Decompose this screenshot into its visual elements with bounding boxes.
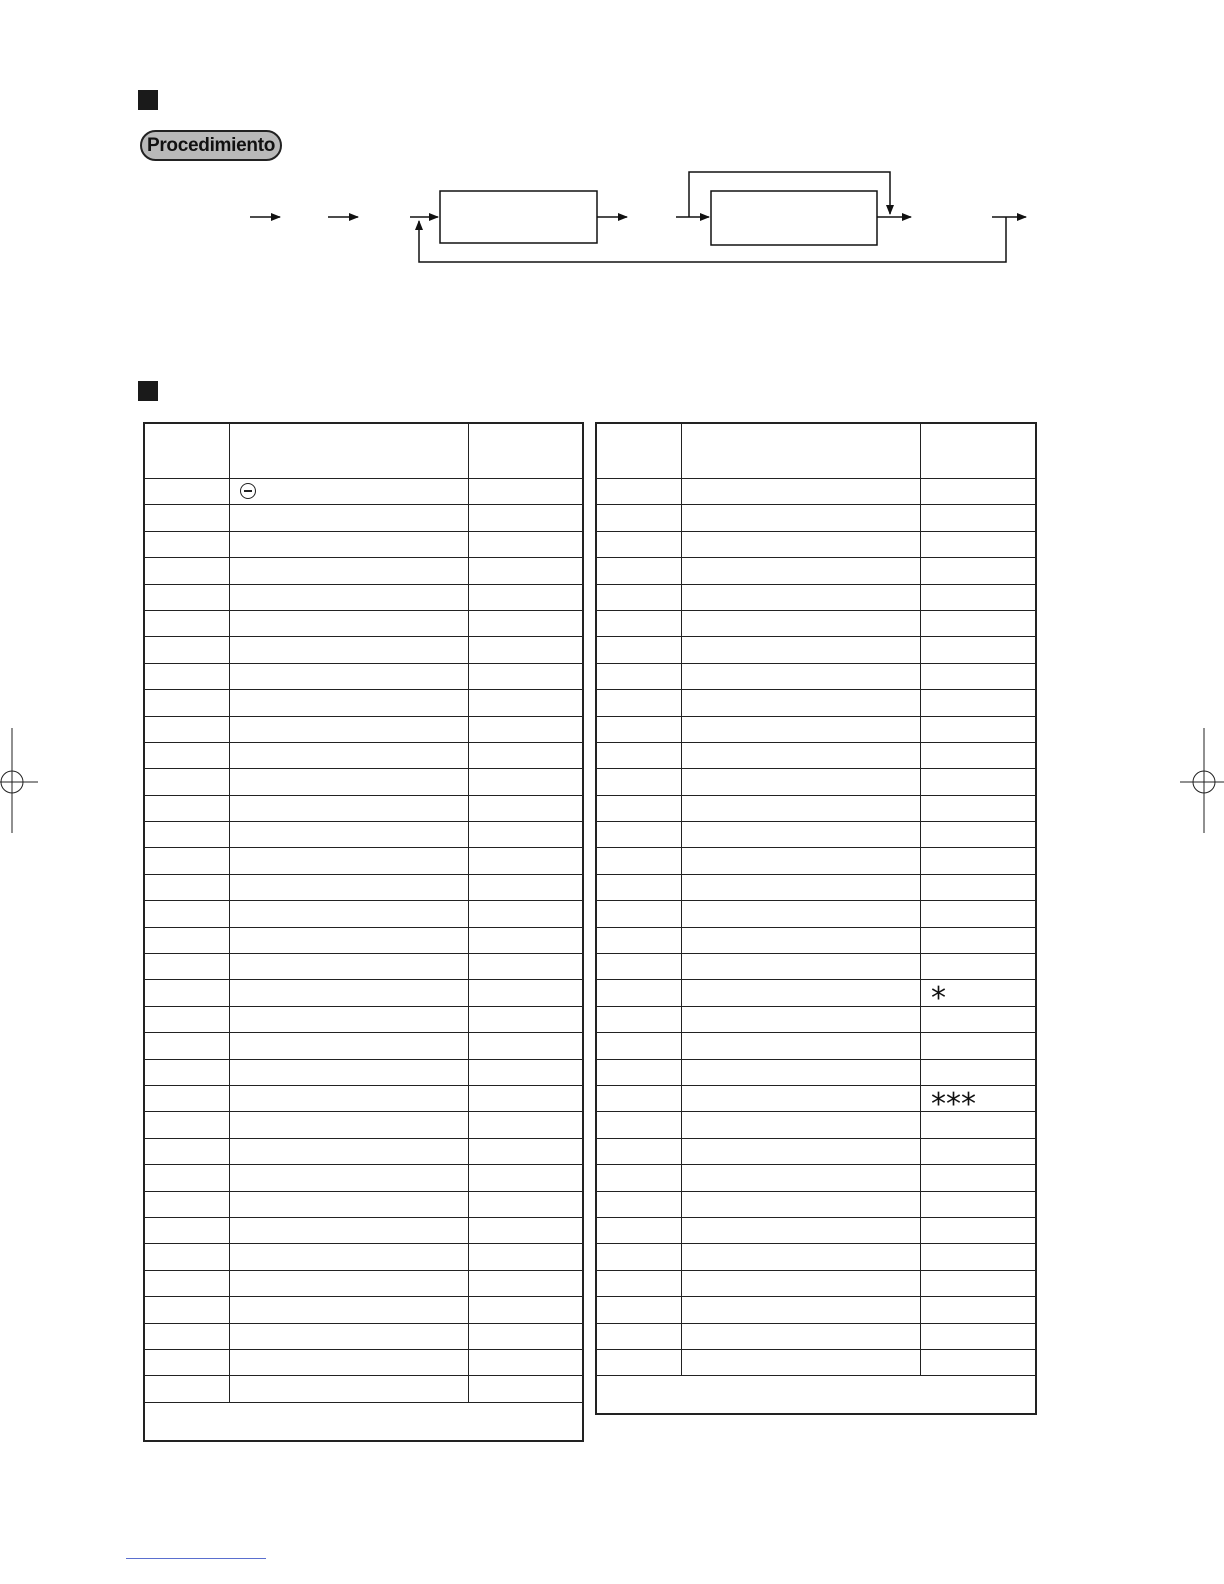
table-cell [230,558,469,584]
table-cell [682,558,921,584]
table-cell [921,769,1037,795]
table-cell [469,1244,584,1270]
table-cell [230,1006,469,1032]
table-cell [597,822,682,848]
table-row [597,531,1037,557]
table-cell [230,769,469,795]
table-cell [469,769,584,795]
table-row [597,663,1037,689]
table-cell [145,1376,230,1402]
table-cell [682,1244,921,1270]
table-row [145,1323,584,1349]
table-cell [597,1297,682,1323]
table-row [145,1217,584,1243]
table-row [145,1244,584,1270]
table-cell [597,1138,682,1164]
table-row [597,1349,1037,1375]
table-cell [145,690,230,716]
table-cell [921,822,1037,848]
table-cell [597,1217,682,1243]
table-cell [230,663,469,689]
table-cell [597,505,682,531]
table-cell [921,690,1037,716]
table-cell [230,1165,469,1191]
table-cell [469,1006,584,1032]
table-row [145,558,584,584]
table-cell [230,848,469,874]
procedure-flow-diagram [0,0,1224,300]
table-cell [921,901,1037,927]
table-cell [597,742,682,768]
table-row [145,1191,584,1217]
table-cell [682,1297,921,1323]
table-cell [921,531,1037,557]
table-row [145,1270,584,1296]
table-cell [597,927,682,953]
table-cell [597,716,682,742]
table-row [145,637,584,663]
table-row [145,479,584,505]
table-cell [145,742,230,768]
left-table-header-cell [469,424,584,479]
table-cell [230,1138,469,1164]
table-row [597,1006,1037,1032]
table-row [597,901,1037,927]
table-row [145,795,584,821]
table-cell [682,479,921,505]
table-cell [230,1059,469,1085]
table-cell [145,1138,230,1164]
table-row [145,954,584,980]
table-cell [597,558,682,584]
table-cell [682,1349,921,1375]
table-row [145,1033,584,1059]
table-cell [597,901,682,927]
table-cell [145,1244,230,1270]
table-cell [597,663,682,689]
flow-loop-top [689,172,890,217]
table-cell [682,848,921,874]
right-table [596,423,1037,1376]
flow-box-1 [440,191,597,243]
table-row [145,505,584,531]
table-cell [145,663,230,689]
table-cell [921,1033,1037,1059]
table-cell [145,558,230,584]
table-cell [469,1270,584,1296]
table-cell [469,795,584,821]
table-cell [469,1085,584,1111]
right-table-header-cell [682,424,921,479]
table-cell [145,874,230,900]
table-cell [230,742,469,768]
table-cell [145,716,230,742]
table-cell [469,980,584,1006]
asterisk-marker: *** [931,1086,976,1122]
table-cell [230,1270,469,1296]
table-cell [469,531,584,557]
table-cell [921,1217,1037,1243]
table-cell [230,954,469,980]
table-row [145,1059,584,1085]
table-cell [469,1323,584,1349]
table-cell [469,874,584,900]
table-row [597,610,1037,636]
table-row [597,716,1037,742]
table-cell [230,1085,469,1111]
table-cell [469,479,584,505]
table-cell [469,822,584,848]
table-row [145,742,584,768]
table-cell [921,610,1037,636]
table-row [597,584,1037,610]
table-cell [469,927,584,953]
table-cell [682,637,921,663]
table-row [597,795,1037,821]
table-cell [682,1165,921,1191]
table-cell [921,479,1037,505]
table-row [597,769,1037,795]
table-cell [682,584,921,610]
table-cell [921,716,1037,742]
table-row [145,1138,584,1164]
table-cell [921,1323,1037,1349]
table-cell [230,505,469,531]
table-row [145,1112,584,1138]
left-table [144,423,584,1403]
left-table-header-cell [230,424,469,479]
table-cell [469,1297,584,1323]
table-cell [682,1112,921,1138]
table-cell [921,558,1037,584]
table-cell [597,584,682,610]
table-row [597,1323,1037,1349]
table-cell [921,742,1037,768]
table-cell [597,1244,682,1270]
table-row [597,1165,1037,1191]
table-cell [597,1165,682,1191]
table-cell [469,1376,584,1402]
table-cell [682,742,921,768]
table-cell [682,690,921,716]
table-cell [230,690,469,716]
table-row [145,716,584,742]
table-cell [597,1349,682,1375]
asterisk-marker: * [931,981,946,1017]
table-row [597,1191,1037,1217]
table-row [597,479,1037,505]
registration-mark-right [1180,728,1224,838]
table-cell [469,716,584,742]
table-cell [597,1270,682,1296]
table-cell [230,531,469,557]
table-cell [469,954,584,980]
table-cell [145,1059,230,1085]
table-cell [230,1112,469,1138]
table-cell [682,954,921,980]
table-row [145,531,584,557]
table-cell [921,980,1037,1017]
table-row [597,1059,1037,1085]
table-cell [682,1323,921,1349]
table-cell [230,1323,469,1349]
footer-rule [126,1558,266,1559]
table-cell [145,1270,230,1296]
table-cell [921,1059,1037,1085]
table-cell [469,1217,584,1243]
table-cell [469,558,584,584]
table-cell [597,531,682,557]
table-row [145,874,584,900]
table-cell [145,1006,230,1032]
table-cell [921,848,1037,874]
table-row [145,1297,584,1323]
table-cell [921,1244,1037,1270]
table-cell [145,479,230,505]
table-row [145,901,584,927]
table-cell [597,610,682,636]
table-cell [921,663,1037,689]
table-cell [682,1191,921,1217]
table-cell [682,1059,921,1085]
table-cell [230,584,469,610]
left-table-header-row [145,424,584,479]
table-cell [469,848,584,874]
table-cell [145,1217,230,1243]
table-row [145,1165,584,1191]
table-cell [921,1297,1037,1323]
table-cell [469,1033,584,1059]
table-cell [230,1297,469,1323]
table-cell [597,1112,682,1138]
table-row [597,558,1037,584]
table-row [597,1085,1037,1111]
table-cell [469,901,584,927]
table-cell [597,479,682,505]
table-cell [230,610,469,636]
table-row [145,584,584,610]
table-cell [597,637,682,663]
table-cell [597,795,682,821]
table-row [145,927,584,953]
table-cell [682,901,921,927]
left-table-header-cell [145,424,230,479]
table-cell [230,637,469,663]
table-cell [682,505,921,531]
table-cell [145,1191,230,1217]
table-cell [682,1138,921,1164]
table-row [597,1270,1037,1296]
table-cell [145,822,230,848]
table-cell [469,1112,584,1138]
table-row [597,874,1037,900]
table-cell [682,874,921,900]
table-row [597,1244,1037,1270]
table-cell [230,822,469,848]
table-cell [682,822,921,848]
right-table-header-cell [597,424,682,479]
table-cell [145,901,230,927]
table-cell [921,795,1037,821]
table-row [597,954,1037,980]
table-cell [230,1349,469,1375]
table-cell [230,795,469,821]
table-cell [597,1191,682,1217]
table-row [597,505,1037,531]
table-row [597,822,1037,848]
table-cell [145,1297,230,1323]
table-cell [145,795,230,821]
table-row [145,1085,584,1111]
section-marker-2 [138,381,158,401]
table-row [597,742,1037,768]
table-cell [597,980,682,1006]
table-cell [921,874,1037,900]
table-row [597,690,1037,716]
table-cell [682,1085,921,1111]
table-cell [682,1217,921,1243]
table-cell [469,610,584,636]
table-cell [145,1165,230,1191]
table-row [145,610,584,636]
table-row [597,1297,1037,1323]
table-row [145,1006,584,1032]
table-cell [921,1165,1037,1191]
table-cell [230,1217,469,1243]
table-cell [682,769,921,795]
table-cell [597,1059,682,1085]
table-row [145,1376,584,1402]
table-row [145,1349,584,1375]
table-cell [145,848,230,874]
table-cell [682,1006,921,1032]
table-cell [145,954,230,980]
table-cell [230,927,469,953]
flow-box-2 [711,191,877,245]
table-cell [230,901,469,927]
table-cell [230,1191,469,1217]
table-cell [921,1085,1037,1122]
table-cell [597,769,682,795]
table-cell [469,637,584,663]
table-cell [145,1112,230,1138]
procedure-label: Procedimiento [140,130,282,161]
flow-loop-bottom [419,217,1006,262]
table-cell [469,742,584,768]
table-cell [469,584,584,610]
table-row [145,690,584,716]
table-cell [145,505,230,531]
table-cell [145,769,230,795]
table-cell [230,716,469,742]
table-row [145,848,584,874]
table-cell [921,1349,1037,1375]
table-cell [921,505,1037,531]
table-cell [921,954,1037,980]
table-row [145,769,584,795]
table-cell [230,980,469,1006]
table-row [597,1217,1037,1243]
table-row [597,1033,1037,1059]
table-cell [682,663,921,689]
table-cell [469,663,584,689]
table-cell [597,954,682,980]
table-cell [230,1244,469,1270]
minus-circle-icon [240,483,256,499]
table-cell [597,848,682,874]
table-cell [921,1191,1037,1217]
table-cell [469,505,584,531]
table-cell [145,927,230,953]
table-cell [145,584,230,610]
table-cell [469,1191,584,1217]
table-cell [230,1033,469,1059]
table-cell [469,1138,584,1164]
table-row [145,822,584,848]
right-table-header-cell [921,424,1037,479]
table-row [145,980,584,1006]
table-cell [682,716,921,742]
table-cell [597,1033,682,1059]
table-cell [921,927,1037,953]
table-row [145,663,584,689]
table-cell [145,531,230,557]
table-cell [921,584,1037,610]
table-cell [682,531,921,557]
table-row [597,927,1037,953]
table-cell [597,1006,682,1032]
table-cell [145,1349,230,1375]
right-table-header-row [597,424,1037,479]
table-cell [682,927,921,953]
table-cell [682,795,921,821]
table-cell [682,980,921,1006]
table-cell [145,1033,230,1059]
table-row [597,980,1037,1006]
table-cell [145,610,230,636]
table-cell [921,637,1037,663]
table-cell [230,874,469,900]
table-cell [921,1270,1037,1296]
table-cell [230,479,469,505]
table-cell [682,610,921,636]
table-cell [597,1323,682,1349]
table-cell [469,690,584,716]
table-cell [145,637,230,663]
table-cell [597,874,682,900]
table-cell [597,690,682,716]
table-row [597,637,1037,663]
table-cell [469,1165,584,1191]
table-cell [145,1085,230,1111]
table-cell [682,1033,921,1059]
table-cell [469,1349,584,1375]
table-cell [230,1376,469,1402]
table-cell [469,1059,584,1085]
table-row [597,848,1037,874]
table-cell [145,980,230,1006]
table-cell [921,1138,1037,1164]
registration-mark-left [0,728,40,838]
table-cell [145,1323,230,1349]
table-cell [682,1270,921,1296]
table-row [597,1138,1037,1164]
table-cell [597,1085,682,1111]
